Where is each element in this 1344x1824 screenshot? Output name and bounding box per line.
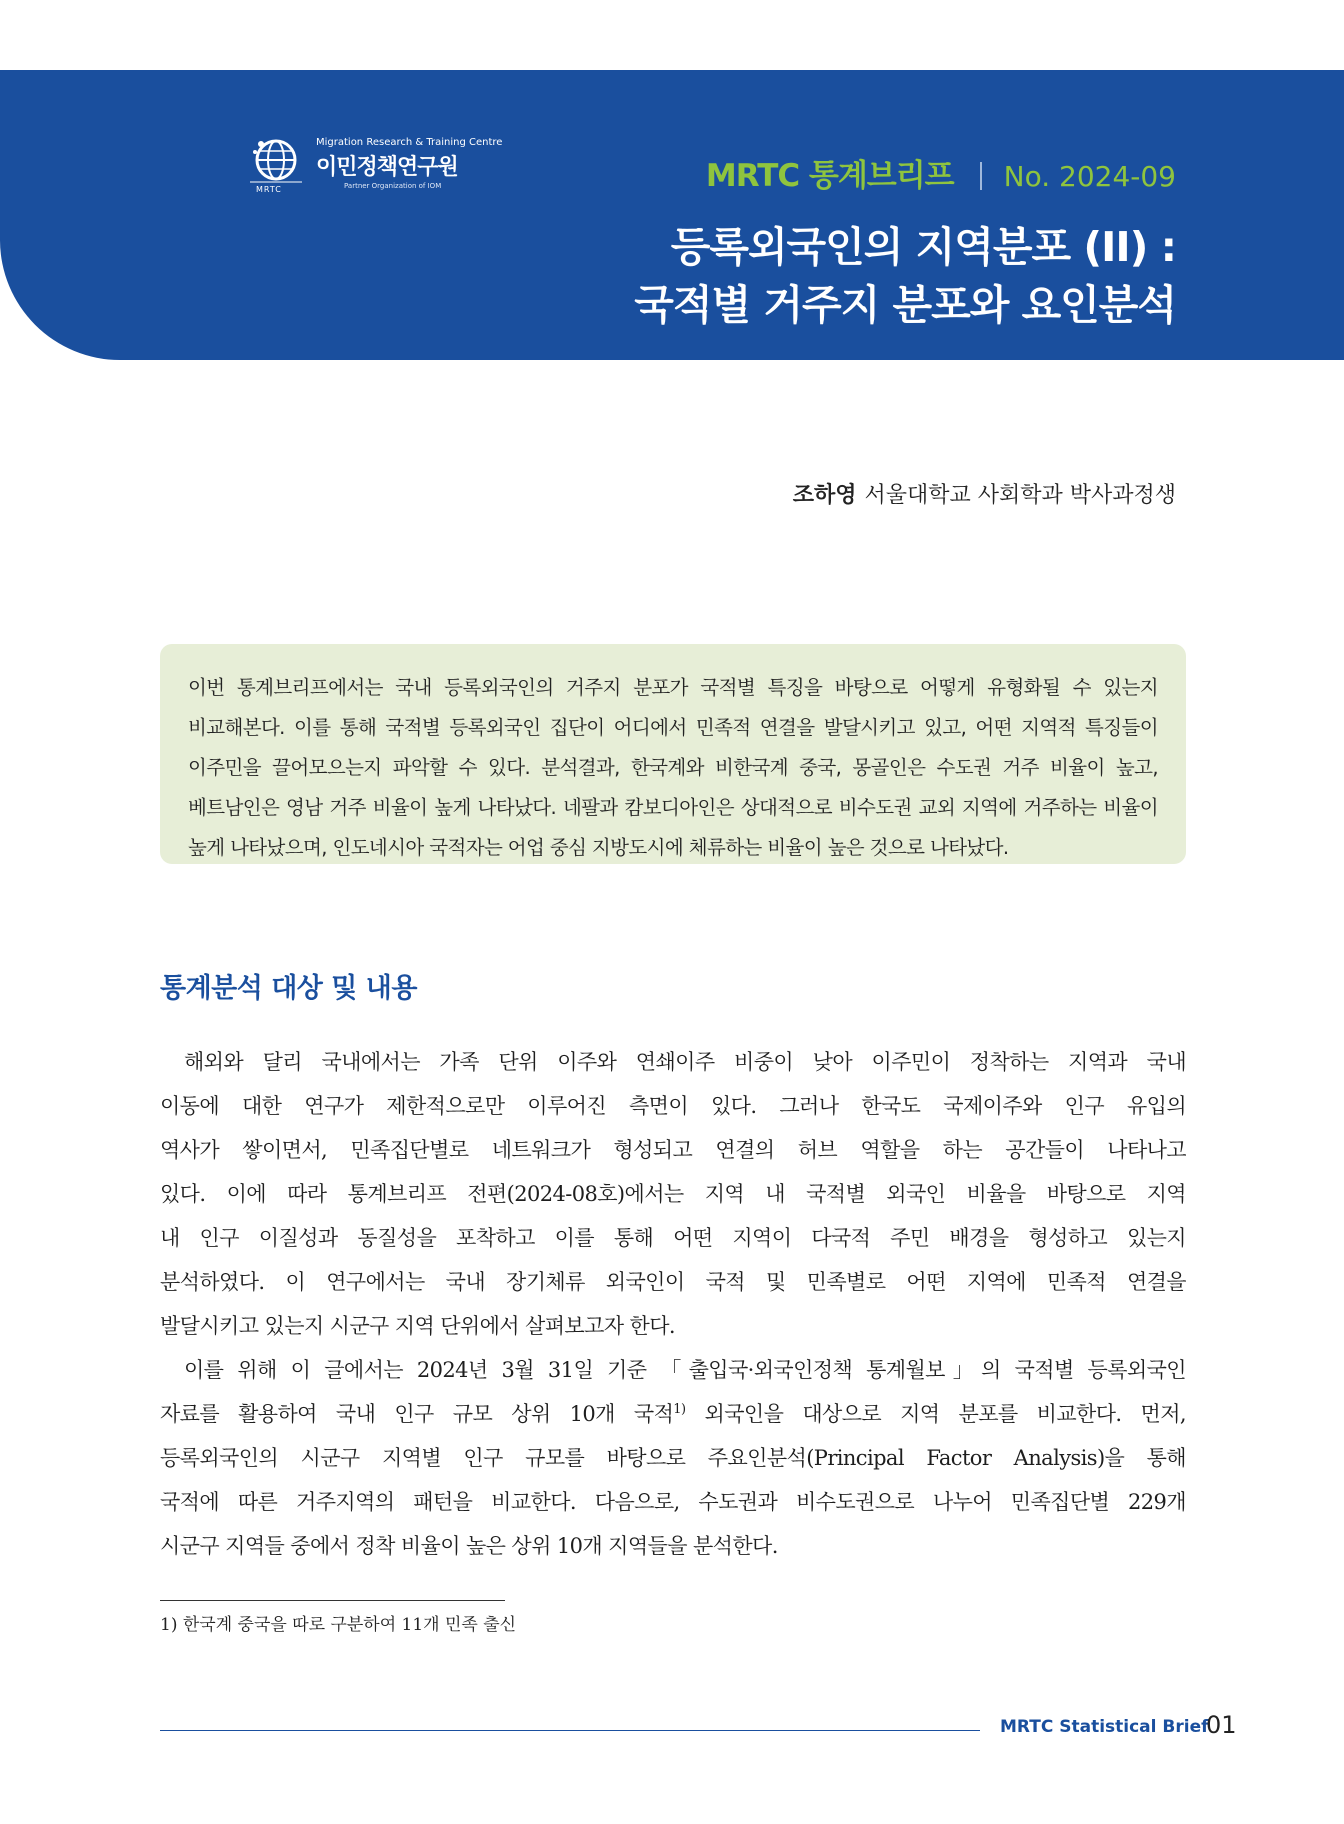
section-heading: 통계분석 대상 및 내용 xyxy=(160,973,417,1004)
paragraph-2-line xyxy=(160,1392,1186,1436)
paragraph-1-line: 분석하였다. 이 연구에서는 국내 장기체류 외국인이 국적 및 민족별로 어떤 지역에 민족적 연결을 xyxy=(160,1270,1186,1294)
title-line-1: 등록외국인의 지역분포 (II) : xyxy=(670,223,1176,271)
logo-english-name: Migration Research & Training Centre xyxy=(316,137,503,148)
summary-box xyxy=(160,644,1186,864)
paragraph-1-line: 내 인구 이질성과 동질성을 포착하고 이를 통해 어떤 지역이 다국적 주민 배경을 형성하고 있는지 xyxy=(160,1226,1186,1250)
brief-series-name: MRTC 통계브리프 xyxy=(705,158,954,194)
logo-partner-text: Partner Organization of IOM xyxy=(344,182,442,190)
summary-line: 높게 나타났으며, 인도네시아 국적자는 어업 중심 지방도시에 체류하는 비율이 높은 것으로 나타났다. xyxy=(188,836,1009,859)
paragraph-1-line: 있다. 이에 따라 통계브리프 전편(2024-08호)에서는 지역 내 국적별 외국인 비율을 바탕으로 지역 xyxy=(160,1182,1186,1206)
title-line-2: 국적별 거주지 분포와 요인분석 xyxy=(634,281,1176,329)
paragraph-2-text: 자료를 활용하여 국내 인구 규모 상위 10개 국적 xyxy=(160,1402,674,1426)
author-affiliation: 서울대학교 사회학과 박사과정생 xyxy=(864,483,1176,508)
footnote-divider xyxy=(160,1600,505,1601)
paragraph-2-line: 이를 위해 이 글에서는 2024년 3월 31일 기준 「출입국·외국인정책 통계월보」의 국적별 등록외국인 xyxy=(184,1358,1186,1382)
paragraph-2-line: 등록외국인의 시군구 지역별 인구 규모를 바탕으로 주요인분석(Principal Factor Analysis)을 통해 xyxy=(160,1446,1186,1470)
brief-series-line xyxy=(705,150,1176,194)
paragraph-1-line: 발달시키고 있는지 시군구 지역 단위에서 살펴보고자 한다. xyxy=(160,1314,675,1338)
paragraph-1-line: 해외와 달리 국내에서는 가족 단위 이주와 연쇄이주 비중이 낮아 이주민이 정착하는 지역과 국내 xyxy=(184,1050,1186,1074)
paragraph-1-line: 이동에 대한 연구가 제한적으로만 이루어진 측면이 있다. 그러나 한국도 국제이주와 인구 유입의 xyxy=(160,1094,1186,1118)
author-name: 조하영 xyxy=(792,482,857,508)
page-title xyxy=(634,218,1176,334)
paragraph-2-line: 국적에 따른 거주지역의 패턴을 비교한다. 다음으로, 수도권과 비수도권으로 나누어 민족집단별 229개 xyxy=(160,1490,1186,1514)
brief-separator xyxy=(980,162,982,190)
brief-issue-number: No. 2024-09 xyxy=(1003,160,1176,193)
page-number: 01 xyxy=(1206,1711,1237,1739)
summary-line: 이주민을 끌어모으는지 파악할 수 있다. 분석결과, 한국계와 비한국계 중국, 몽골인은 수도권 거주 비율이 높고, xyxy=(188,756,1158,779)
footnote: 1) 한국계 중국을 따로 구분하여 11개 민족 출신 xyxy=(160,1615,517,1635)
author-line xyxy=(793,478,1176,509)
summary-line: 비교해본다. 이를 통해 국적별 등록외국인 집단이 어디에서 민족적 연결을 발달시키고 있고, 어떤 지역적 특징들이 xyxy=(188,716,1158,739)
footnote-reference[interactable]: 1) xyxy=(673,1402,686,1417)
paragraph-2-line: 시군구 지역들 중에서 정착 비율이 높은 상위 10개 지역들을 분석한다. xyxy=(160,1534,778,1558)
footer-label: MRTC Statistical Brief xyxy=(1000,1717,1209,1737)
mrtc-logo xyxy=(246,135,503,199)
paragraph-2-text: 외국인을 대상으로 지역 분포를 비교한다. 먼저, xyxy=(685,1402,1186,1426)
logo-mrtc-label: MRTC xyxy=(256,185,282,194)
logo-korean-name: 이민정책연구원 xyxy=(316,155,458,180)
paragraph-1-line: 역사가 쌓이면서, 민족집단별로 네트워크가 형성되고 연결의 허브 역할을 하는 공간들이 나타나고 xyxy=(160,1138,1186,1162)
body-text xyxy=(160,1040,1186,1568)
footer-divider xyxy=(160,1730,980,1731)
summary-line: 이번 통계브리프에서는 국내 등록외국인의 거주지 분포가 국적별 특징을 바탕으로 어떻게 유형화될 수 있는지 xyxy=(188,676,1158,699)
summary-line: 베트남인은 영남 거주 비율이 높게 나타났다. 네팔과 캄보디아인은 상대적으로 비수도권 교외 지역에 거주하는 비율이 xyxy=(188,796,1158,819)
